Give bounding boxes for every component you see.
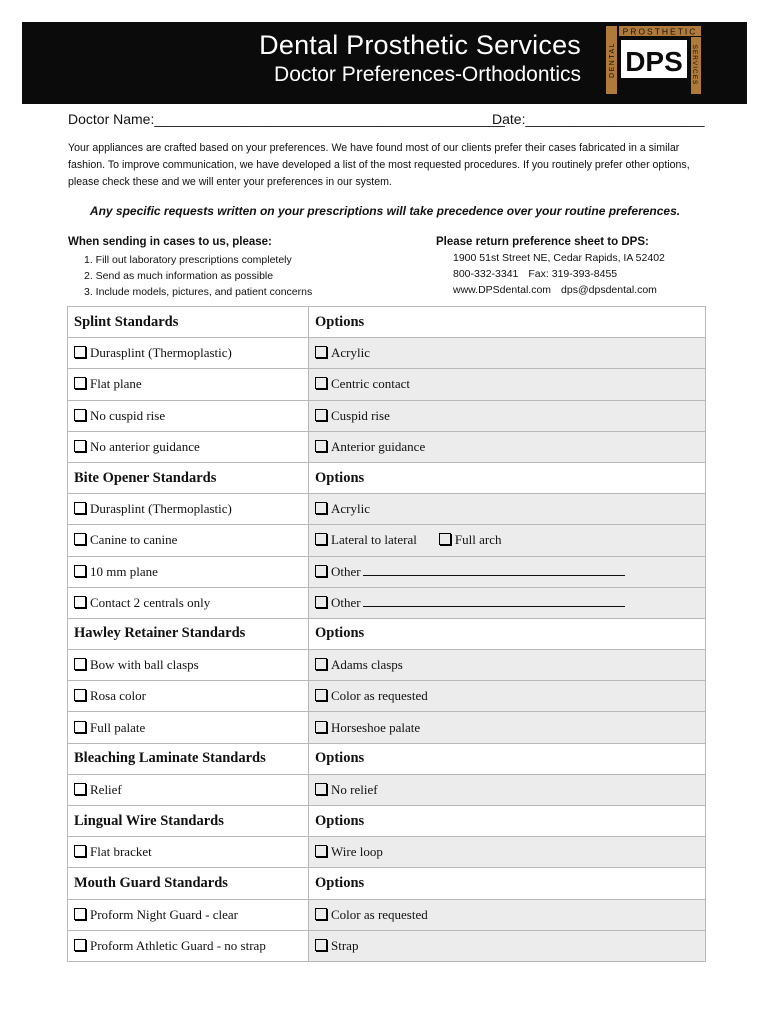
standard-option-cell[interactable] (68, 494, 309, 525)
preference-row (68, 556, 706, 587)
standard-option-cell[interactable] (68, 774, 309, 805)
option-label: Rosa color (90, 688, 146, 704)
checkbox-icon[interactable] (74, 908, 86, 920)
preference-row (68, 400, 706, 431)
option-label: Full palate (90, 719, 146, 735)
preference-row (68, 494, 706, 525)
option-label: Durasplint (Thermoplastic) (90, 501, 232, 517)
standard-option-cell[interactable] (68, 899, 309, 930)
options-header: Options (309, 743, 706, 774)
checkbox-icon[interactable] (74, 721, 86, 733)
preference-row (68, 899, 706, 930)
option-label: Acrylic (331, 345, 370, 361)
option-label: Anterior guidance (331, 438, 426, 454)
checkbox-icon[interactable] (74, 502, 86, 514)
checkbox-icon[interactable] (315, 845, 327, 857)
option-label: Relief (90, 781, 122, 797)
preferences-table (67, 306, 706, 962)
checkbox-icon[interactable] (315, 533, 327, 545)
header-banner (22, 22, 747, 104)
preference-row (68, 774, 706, 805)
option-label: Proform Athletic Guard - no strap (90, 937, 266, 953)
alternative-option-cell[interactable] (309, 774, 706, 805)
option-label: Flat plane (90, 376, 142, 392)
option-label: Lateral to lateral (331, 532, 417, 548)
option-label: Cuspid rise (331, 407, 390, 423)
extra-option (439, 532, 502, 547)
section-title: Bleaching Laminate Standards (68, 743, 309, 774)
section-title: Hawley Retainer Standards (68, 618, 309, 649)
intro-paragraph: Your appliances are crafted based on your preferences. We have found most of our clients prefer their cases fabricated in a similar fashion. To improve communication, we have developed a list of the most requested procedures. If you routinely prefer other options, please check these and we will enter your preferences in our system. (68, 142, 690, 188)
standard-option-cell[interactable] (68, 837, 309, 868)
checkbox-icon[interactable] (315, 409, 327, 421)
checkbox-icon[interactable] (439, 533, 451, 545)
option-label: Canine to canine (90, 532, 178, 548)
checkbox-icon[interactable] (315, 783, 327, 795)
logo-main-text: DPS (625, 46, 683, 77)
checkbox-icon[interactable] (74, 409, 86, 421)
option-label: Adams clasps (331, 657, 403, 673)
alternative-option-cell[interactable] (309, 494, 706, 525)
section-title: Lingual Wire Standards (68, 806, 309, 837)
alternative-option-cell[interactable] (309, 587, 706, 618)
return-phone-line (453, 266, 665, 282)
option-label: No cuspid rise (90, 407, 166, 423)
return-heading: Please return preference sheet to DPS: (436, 236, 649, 248)
alternative-option-cell[interactable] (309, 837, 706, 868)
checkbox-icon[interactable] (315, 596, 327, 608)
option-label: Proform Night Guard - clear (90, 906, 239, 922)
return-website: www.DPSdental.com (453, 284, 552, 296)
standard-option-cell[interactable] (68, 431, 309, 462)
alternative-option-cell[interactable] (309, 400, 706, 431)
option-label: 10 mm plane (90, 563, 158, 579)
standard-option-cell[interactable] (68, 400, 309, 431)
checkbox-icon[interactable] (315, 721, 327, 733)
option-label: Durasplint (Thermoplastic) (90, 345, 232, 361)
logo-left-text: DENTAL (609, 41, 616, 79)
checkbox-icon[interactable] (74, 533, 86, 545)
return-email: dps@dpsdental.com (561, 284, 657, 296)
alternative-option-cell[interactable] (309, 712, 706, 743)
alternative-option-cell[interactable] (309, 930, 706, 961)
checkbox-icon[interactable] (315, 908, 327, 920)
section-header-row (68, 307, 706, 338)
checkbox-icon[interactable] (74, 377, 86, 389)
alternative-option-cell[interactable] (309, 338, 706, 369)
alternative-option-cell[interactable] (309, 525, 706, 556)
checkbox-icon[interactable] (74, 783, 86, 795)
standard-option-cell[interactable] (68, 338, 309, 369)
alternative-option-cell[interactable] (309, 650, 706, 681)
preference-row (68, 930, 706, 961)
preference-row (68, 338, 706, 369)
checkbox-icon[interactable] (74, 689, 86, 701)
options-header: Options (309, 806, 706, 837)
dps-logo (605, 25, 702, 95)
checkbox-icon[interactable] (74, 845, 86, 857)
sending-item: 3. Include models, pictures, and patient concerns (84, 286, 313, 298)
options-header: Options (309, 307, 706, 338)
preference-row (68, 525, 706, 556)
options-header: Options (309, 868, 706, 899)
checkbox-icon[interactable] (315, 502, 327, 514)
section-header-row (68, 868, 706, 899)
preference-row (68, 681, 706, 712)
options-header: Options (309, 618, 706, 649)
standard-option-cell[interactable] (68, 930, 309, 961)
standard-option-cell[interactable] (68, 681, 309, 712)
option-label: Flat bracket (90, 844, 152, 860)
option-label: Wire loop (331, 844, 383, 860)
alternative-option-cell[interactable] (309, 431, 706, 462)
option-label: Contact 2 centrals only (90, 594, 211, 610)
section-header-row (68, 743, 706, 774)
options-header: Options (309, 462, 706, 493)
checkbox-icon[interactable] (315, 346, 327, 358)
preference-row (68, 369, 706, 400)
option-label: Strap (331, 937, 359, 953)
doctor-name-field[interactable]: Doctor Name:_____________________________________________ (68, 111, 505, 127)
option-label: No relief (331, 781, 378, 797)
section-title: Mouth Guard Standards (68, 868, 309, 899)
option-label: No anterior guidance (90, 438, 200, 454)
option-label: Acrylic (331, 501, 370, 517)
checkbox-icon[interactable] (315, 939, 327, 951)
preference-row (68, 837, 706, 868)
preference-row (68, 712, 706, 743)
return-address: 1900 51st Street NE, Cedar Rapids, IA 52402 (453, 252, 665, 264)
alternative-option-cell[interactable] (309, 556, 706, 587)
page-subtitle: Doctor Preferences-Orthodontics (274, 63, 581, 86)
checkbox-icon[interactable] (74, 939, 86, 951)
standard-option-cell[interactable] (68, 525, 309, 556)
preference-row (68, 431, 706, 462)
option-label: Other (331, 563, 361, 579)
checkbox-icon[interactable] (315, 689, 327, 701)
section-title: Splint Standards (68, 307, 309, 338)
return-web-line (453, 282, 665, 298)
sending-list (84, 252, 312, 300)
checkbox-icon[interactable] (315, 658, 327, 670)
checkbox-icon[interactable] (74, 565, 86, 577)
section-title: Bite Opener Standards (68, 462, 309, 493)
alternative-option-cell[interactable] (309, 369, 706, 400)
checkbox-icon[interactable] (74, 346, 86, 358)
checkbox-icon[interactable] (74, 596, 86, 608)
standard-option-cell[interactable] (68, 650, 309, 681)
other-write-in-line[interactable] (363, 564, 625, 576)
return-contact (453, 250, 665, 298)
logo-right-text: SERVICES (691, 44, 698, 86)
standard-option-cell[interactable] (68, 369, 309, 400)
logo-top-text: PROSTHETIC (622, 26, 698, 37)
standard-option-cell[interactable] (68, 712, 309, 743)
option-label: Other (331, 594, 361, 610)
other-write-in-line[interactable] (363, 595, 625, 607)
option-label: Horseshoe palate (331, 719, 421, 735)
option-label: Full arch (454, 532, 502, 548)
return-fax: Fax: 319-393-8455 (528, 268, 618, 280)
standard-option-cell[interactable] (68, 556, 309, 587)
option-label: Color as requested (331, 906, 428, 922)
sending-item: 1. Fill out laboratory prescriptions completely (84, 254, 292, 266)
option-label: Centric contact (331, 376, 411, 392)
option-label: Color as requested (331, 688, 428, 704)
checkbox-icon[interactable] (74, 658, 86, 670)
checkbox-icon[interactable] (74, 440, 86, 452)
section-header-row (68, 462, 706, 493)
date-field[interactable]: Date:_______________________ (492, 111, 705, 127)
standard-option-cell[interactable] (68, 587, 309, 618)
preference-row (68, 650, 706, 681)
checkbox-icon[interactable] (315, 565, 327, 577)
sending-heading: When sending in cases to us, please: (68, 236, 272, 248)
section-header-row (68, 618, 706, 649)
page-title: Dental Prosthetic Services (259, 30, 581, 60)
alternative-option-cell[interactable] (309, 681, 706, 712)
precedence-note: Any specific requests written on your prescriptions will take precedence over your routine preferences. (89, 204, 681, 218)
preference-row (68, 587, 706, 618)
checkbox-icon[interactable] (315, 377, 327, 389)
sending-item: 2. Send as much information as possible (84, 270, 274, 282)
checkbox-icon[interactable] (315, 440, 327, 452)
section-header-row (68, 806, 706, 837)
alternative-option-cell[interactable] (309, 899, 706, 930)
return-phone: 800-332-3341 (453, 268, 519, 280)
option-label: Bow with ball clasps (90, 657, 199, 673)
